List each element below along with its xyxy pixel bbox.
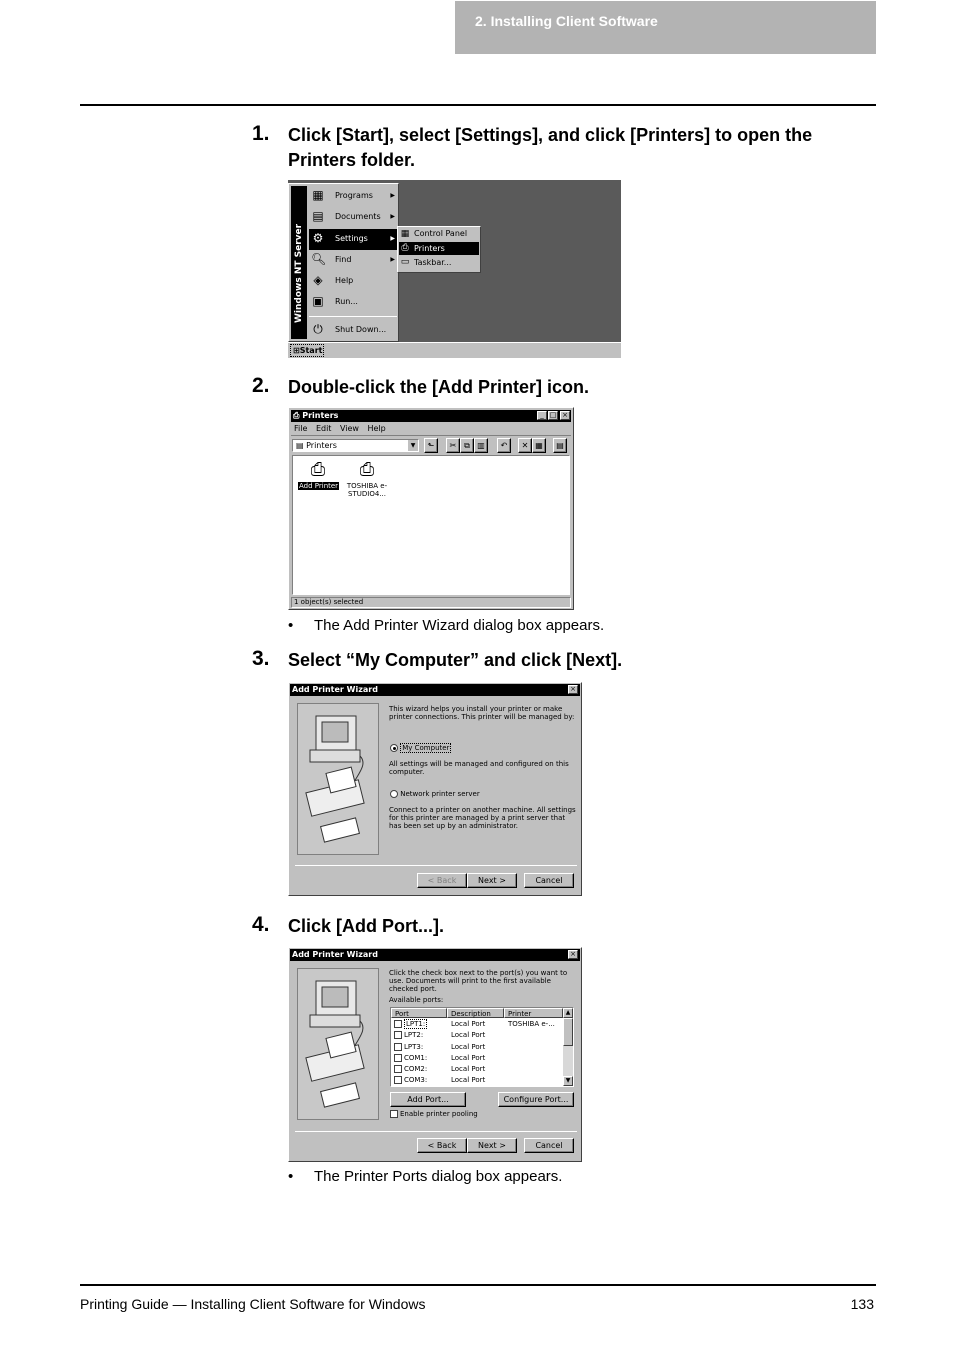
port-description: Local Port xyxy=(451,1065,486,1074)
help-icon: ◈ xyxy=(313,273,323,287)
my-computer-desc: All settings will be managed and configured on this computer. xyxy=(389,760,569,776)
radio-my-computer[interactable] xyxy=(390,744,398,752)
my-computer-label[interactable]: My Computer xyxy=(402,744,450,752)
menu-separator xyxy=(309,316,397,317)
port-cell xyxy=(394,1030,423,1041)
radio-network-server[interactable] xyxy=(390,790,398,798)
toolbar-separator xyxy=(291,435,571,436)
shutdown-icon: ⏻ xyxy=(313,322,323,336)
printers-window xyxy=(288,407,574,610)
copy-button[interactable]: ⧉ xyxy=(460,438,474,453)
add-printer-wizard-1 xyxy=(288,682,582,896)
bullet-dot: • xyxy=(288,617,294,634)
table-row[interactable] xyxy=(391,1030,563,1041)
start-menu-sidebar xyxy=(291,186,307,339)
port-cell xyxy=(394,1053,427,1064)
paste-button[interactable]: ▥ xyxy=(474,438,488,453)
documents-icon: ▤ xyxy=(312,209,324,223)
close-button[interactable]: × xyxy=(560,411,570,420)
step-2-number: 2. xyxy=(252,374,270,397)
step-3-number: 3. xyxy=(252,647,270,670)
wizard-intro: This wizard helps you install your printer or make printer connections. This printer will be managed by: xyxy=(389,705,575,721)
views-button[interactable]: ▤ xyxy=(553,438,567,453)
cancel-button[interactable]: Cancel xyxy=(524,873,574,888)
wizard-titlebar: Add Printer Wizard xyxy=(290,949,580,961)
port-description: Local Port xyxy=(451,1020,486,1028)
printer-icon: ⎙ xyxy=(401,243,409,253)
my-computer-option[interactable] xyxy=(390,744,451,752)
column-printer[interactable]: Printer xyxy=(504,1008,563,1018)
port-cell xyxy=(394,1064,427,1075)
wizard-illustration xyxy=(297,703,379,855)
back-button[interactable]: < Back xyxy=(417,1138,467,1153)
scroll-thumb[interactable] xyxy=(563,1018,573,1046)
port-checkbox[interactable] xyxy=(394,1065,402,1073)
table-row[interactable] xyxy=(391,1019,563,1030)
toshiba-printer-label[interactable]: TOSHIBA e-STUDIO4... xyxy=(346,482,388,498)
ports-intro: Click the check box next to the port(s) you want to use. Documents will print to the first available checked port. xyxy=(389,969,568,993)
pooling-checkbox[interactable] xyxy=(390,1110,398,1118)
header-rule xyxy=(80,104,876,106)
start-label: Start xyxy=(299,346,323,355)
menu-item-programs[interactable]: Programs xyxy=(335,191,373,200)
next-button[interactable]: Next > xyxy=(467,1138,517,1153)
pooling-label[interactable]: Enable printer pooling xyxy=(400,1110,478,1118)
table-row[interactable] xyxy=(391,1075,563,1086)
scrollbar[interactable] xyxy=(563,1008,573,1086)
minimize-button[interactable]: _ xyxy=(537,411,547,420)
bullet-dot: • xyxy=(288,1168,294,1185)
column-description[interactable]: Description xyxy=(447,1008,504,1018)
run-icon: ▣ xyxy=(312,294,324,308)
delete-button[interactable]: ✕ xyxy=(518,438,532,453)
pooling-option[interactable] xyxy=(390,1110,478,1118)
port-checkbox[interactable] xyxy=(394,1020,402,1028)
close-button[interactable]: × xyxy=(568,950,578,959)
wizard-separator xyxy=(295,1131,577,1132)
step-3-text: Select “My Computer” and click [Next]. xyxy=(288,650,623,670)
network-server-option[interactable] xyxy=(390,790,480,798)
settings-icon: ⚙ xyxy=(312,231,324,245)
port-cell xyxy=(394,1075,427,1086)
port-name: COM1: xyxy=(404,1053,428,1062)
address-value: Printers xyxy=(306,441,337,450)
submenu-item-printers[interactable]: Printers xyxy=(414,244,445,253)
step-4-text: Click [Add Port...]. xyxy=(288,916,445,936)
menubar xyxy=(294,424,386,433)
port-description: Local Port xyxy=(451,1042,486,1051)
port-description: Local Port xyxy=(451,1031,486,1040)
properties-button[interactable]: ▦ xyxy=(532,438,546,453)
port-cell xyxy=(394,1042,423,1053)
port-printer: TOSHIBA e-... xyxy=(508,1020,555,1028)
printers-titlebar xyxy=(291,410,571,422)
port-name: LPT2: xyxy=(404,1031,424,1040)
control-panel-icon: ▦ xyxy=(400,229,410,239)
footer-rule xyxy=(80,1284,876,1286)
port-cell xyxy=(394,1019,427,1030)
menu-item-settings[interactable]: Settings xyxy=(335,234,368,243)
add-printer-icon[interactable]: ⎙ xyxy=(310,459,326,480)
network-server-label[interactable]: Network printer server xyxy=(400,790,480,798)
table-row[interactable] xyxy=(391,1064,563,1075)
page-number: 133 xyxy=(850,1296,874,1312)
address-combo[interactable] xyxy=(292,439,419,452)
port-name: COM3: xyxy=(404,1076,428,1085)
scroll-up-icon[interactable]: ▲ xyxy=(563,1008,573,1018)
folder-icon: ▤ xyxy=(296,441,304,450)
bullet-1 xyxy=(288,617,604,634)
taskbar-icon: ▭ xyxy=(400,257,410,267)
printer-icon: ⎙ xyxy=(293,411,300,420)
column-port[interactable]: Port xyxy=(391,1008,447,1018)
wizard-separator xyxy=(295,865,577,866)
footer-title: Printing Guide — Installing Client Software for Windows xyxy=(80,1296,426,1312)
sidebar-brand: Windows NT Server xyxy=(294,223,304,323)
next-button[interactable]: Next > xyxy=(467,873,517,888)
menu-item-help[interactable]: Help xyxy=(335,276,354,285)
port-description: Local Port xyxy=(451,1053,486,1062)
wizard-illustration xyxy=(297,968,379,1120)
programs-icon: ▦ xyxy=(312,188,324,202)
bullet-2 xyxy=(288,1168,562,1185)
menu-item-run[interactable]: Run... xyxy=(335,297,358,306)
folder-contents xyxy=(292,455,570,595)
step-1-text: Click [Start], select [Settings], and click [Printers] to open the Printers folder. xyxy=(288,125,813,170)
wizard-titlebar: Add Printer Wizard xyxy=(290,684,580,696)
menu-item-documents[interactable]: Documents xyxy=(335,212,381,221)
port-description: Local Port xyxy=(451,1076,486,1085)
undo-button[interactable]: ↶ xyxy=(497,438,511,453)
find-icon: 🔍︎ xyxy=(311,252,327,266)
table-row[interactable] xyxy=(391,1053,563,1064)
menu-edit[interactable]: Edit xyxy=(315,424,332,433)
bullet-2-text: The Printer Ports dialog box appears. xyxy=(314,1168,563,1185)
arrow-right-icon: ▶ xyxy=(390,256,395,263)
configure-port-button[interactable]: Configure Port... xyxy=(498,1092,574,1107)
status-bar: 1 object(s) selected xyxy=(291,597,571,608)
scroll-down-icon[interactable]: ▼ xyxy=(563,1076,573,1086)
close-button[interactable]: × xyxy=(568,685,578,694)
port-checkbox[interactable] xyxy=(394,1076,402,1084)
windows-logo-icon: ⊞ xyxy=(293,346,300,355)
step-1-number: 1. xyxy=(252,122,270,145)
bullet-1-text: The Add Printer Wizard dialog box appears. xyxy=(314,617,605,634)
add-printer-label[interactable]: Add Printer xyxy=(299,482,339,490)
port-rows xyxy=(391,1019,563,1087)
step-4-number: 4. xyxy=(252,913,270,936)
settings-submenu xyxy=(397,226,481,273)
menu-item-shutdown[interactable]: Shut Down... xyxy=(335,325,387,334)
submenu-item-taskbar[interactable]: Taskbar... xyxy=(414,258,452,267)
start-menu xyxy=(288,183,399,342)
port-name: LPT3: xyxy=(404,1042,424,1051)
menu-help[interactable]: Help xyxy=(367,424,386,433)
window-title: Printers xyxy=(302,411,339,420)
port-checkbox[interactable] xyxy=(394,1031,402,1039)
section-tab xyxy=(455,1,876,54)
chevron-down-icon[interactable]: ▼ xyxy=(408,440,418,451)
arrow-right-icon: ▶ xyxy=(390,192,395,199)
menu-view[interactable]: View xyxy=(339,424,359,433)
port-name: COM2: xyxy=(404,1065,428,1074)
ports-list[interactable] xyxy=(390,1007,574,1087)
submenu-item-control-panel[interactable]: Control Panel xyxy=(414,229,468,238)
section-tab-label: 2. Installing Client Software xyxy=(475,13,658,29)
arrow-right-icon: ▶ xyxy=(390,213,395,220)
port-name: LPT1: xyxy=(406,1020,426,1028)
add-printer-wizard-2 xyxy=(288,947,582,1162)
maximize-button[interactable]: □ xyxy=(549,411,557,419)
back-button[interactable]: < Back xyxy=(417,873,467,888)
menu-file[interactable]: File xyxy=(294,424,308,433)
cut-button[interactable]: ✂ xyxy=(446,438,460,453)
up-folder-button[interactable]: ⬑ xyxy=(424,438,438,453)
step-2-text: Double-click the [Add Printer] icon. xyxy=(288,377,590,397)
add-port-button[interactable]: Add Port... xyxy=(390,1092,466,1107)
port-checkbox[interactable] xyxy=(394,1043,402,1051)
cancel-button[interactable]: Cancel xyxy=(524,1138,574,1153)
available-ports-label: Available ports: xyxy=(389,996,444,1004)
port-checkbox[interactable] xyxy=(394,1054,402,1062)
table-row[interactable] xyxy=(391,1042,563,1053)
menu-item-find[interactable]: Find xyxy=(335,255,352,264)
network-server-desc: Connect to a printer on another machine. All settings for this printer are managed by a print server that has been set up by an administrator. xyxy=(389,806,576,830)
arrow-right-icon: ▶ xyxy=(390,235,395,242)
start-button[interactable] xyxy=(290,344,324,357)
taskbar xyxy=(288,342,621,358)
start-menu-screenshot xyxy=(288,180,621,358)
ports-list-header xyxy=(391,1008,563,1018)
toshiba-printer-icon[interactable]: ⎙ xyxy=(359,459,375,480)
